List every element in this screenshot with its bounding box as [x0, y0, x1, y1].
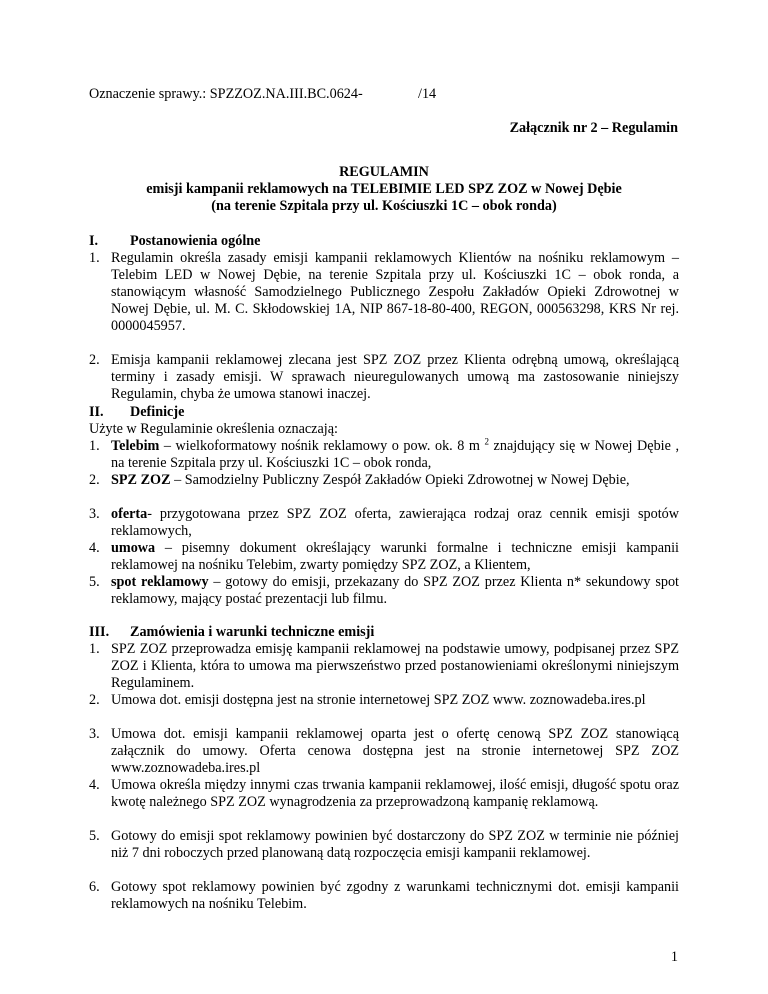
case-number-label: Oznaczenie sprawy.: SPZZOZ.NA.III.BC.0624-	[89, 86, 363, 102]
definition-text-cont: znajdujący się w Nowej Dębie , na terenie Szpitala przy ul. Kościuszki 1C – obok ronda,	[111, 438, 679, 471]
doc-title: REGULAMIN	[339, 164, 429, 180]
section-3-number: III.	[89, 624, 110, 640]
section-3-item-4-number: 4.	[89, 777, 100, 793]
section-3-item-3-number: 3.	[89, 726, 100, 742]
section-1-item-2: Emisja kampanii reklamowej zlecana jest SPZ ZOZ przez Klienta odrębną umową, określającą terminy i zasady emisji. W sprawach nieuregulowanych umową ma zastosowanie niniejszy Regulamin, chyba że umowa stanowi inaczej.	[111, 352, 679, 402]
attachment-label: Załącznik nr 2 – Regulamin	[509, 120, 678, 136]
section-2-item-4-number: 4.	[89, 540, 100, 556]
definition-text: – gotowy do emisji, przekazany do SPZ ZOZ przez Klienta n* sekundowy spot reklamowy, mający postać prezentacji lub filmu.	[111, 574, 679, 607]
section-3-item-3: Umowa dot. emisji kampanii reklamowej oparta jest o ofertę cenową SPZ ZOZ stanowiącą załącznik do umowy. Oferta cenowa dostępna jest na stronie internetowej SPZ ZOZ www.zoznowadeba.ires.pl	[111, 726, 679, 776]
section-1-item-2-number: 2.	[89, 352, 100, 368]
section-1-number: I.	[89, 233, 99, 249]
definition-term: SPZ ZOZ	[111, 472, 171, 488]
section-2-item-4	[111, 540, 679, 574]
definition-text: - przygotowana przez SPZ ZOZ oferta, zawierająca rodzaj oraz cennik emisji spotów reklamowych,	[111, 506, 679, 539]
definition-text: – Samodzielny Publiczny Zespół Zakładów Opieki Zdrowotnej w Nowej Dębie,	[170, 472, 630, 488]
section-3-item-1: SPZ ZOZ przeprowadza emisję kampanii reklamowej na podstawie umowy, podpisanej przez SPZ ZOZ i Klienta, która to umowa ma pierwszeństwo przed postanowieniami określonymi niniejszym Regulaminem.	[111, 641, 679, 691]
definition-text: – wielkoformatowy nośnik reklamowy o pow. ok. 8 m	[159, 438, 485, 454]
section-2-intro: Użyte w Regulaminie określenia oznaczają:	[89, 421, 338, 437]
section-3-item-2: Umowa dot. emisji dostępna jest na stronie internetowej SPZ ZOZ www. zoznowadeba.ires.pl	[111, 692, 646, 708]
section-2-item-1	[111, 438, 679, 472]
definition-term: spot reklamowy	[111, 574, 209, 590]
section-2-item-1-number: 1.	[89, 438, 100, 454]
section-3-item-6: Gotowy spot reklamowy powinien być zgodny z warunkami technicznymi dot. emisji kampanii reklamowych na nośniku Telebim.	[111, 879, 679, 912]
superscript: 2	[484, 436, 489, 447]
section-3-item-4: Umowa określa między innymi czas trwania kampanii reklamowej, ilość emisji, długość spotu oraz kwotę należnego SPZ ZOZ wynagrodzenia za przeprowadzoną kampanię reklamową.	[111, 777, 679, 810]
section-3-item-2-number: 2.	[89, 692, 100, 708]
section-2-item-5	[111, 574, 679, 608]
section-2-item-2-number: 2.	[89, 472, 100, 488]
doc-subtitle: emisji kampanii reklamowych na TELEBIMIE LED SPZ ZOZ w Nowej Dębie	[146, 181, 622, 197]
definition-term: umowa	[111, 540, 156, 556]
section-1-title: Postanowienia ogólne	[130, 233, 261, 249]
section-3-item-1-number: 1.	[89, 641, 100, 657]
case-number-suffix: /14	[418, 86, 437, 102]
section-2-number: II.	[89, 404, 104, 420]
doc-subtitle-location: (na terenie Szpitala przy ul. Kościuszki 1C – obok ronda)	[211, 198, 557, 214]
section-2-title: Definicje	[130, 404, 185, 420]
section-3-title: Zamówienia i warunki techniczne emisji	[130, 624, 375, 640]
section-2-item-3	[111, 506, 679, 540]
section-2-item-5-number: 5.	[89, 574, 100, 590]
section-1-item-1: Regulamin określa zasady emisji kampanii reklamowych Klientów na nośniku reklamowym – Telebim LED w Nowej Dębie, na terenie Szpitala przy ul. Kościuszki 1C – obok ronda, a stanowiącym własność Samodzielnego Publicznego Zespołu Zakładów Opieki Zdrowotnej w Nowej Dębie, ul. M. C. Skłodowskiej 1A, NIP 867-18-80-400, REGON, 000563298, KRS Nr rej. 0000045957.	[111, 250, 679, 334]
section-3-item-6-number: 6.	[89, 879, 100, 895]
section-3-item-5-number: 5.	[89, 828, 100, 844]
definition-text: – pisemny dokument określający warunki formalne i techniczne emisji kampanii reklamowej na nośniku Telebim, zwarty pomiędzy SPZ ZOZ, a Klientem,	[111, 540, 679, 573]
section-3-item-5: Gotowy do emisji spot reklamowy powinien być dostarczony do SPZ ZOZ w terminie nie później niż 7 dni roboczych przed planowaną datą rozpoczęcia emisji kampanii reklamowej.	[111, 828, 679, 861]
definition-term: oferta	[111, 506, 148, 522]
section-2-item-3-number: 3.	[89, 506, 100, 522]
section-1-item-1-number: 1.	[89, 250, 100, 266]
section-2-item-2	[111, 472, 679, 489]
page-number: 1	[670, 949, 678, 965]
definition-term: Telebim	[111, 438, 160, 454]
